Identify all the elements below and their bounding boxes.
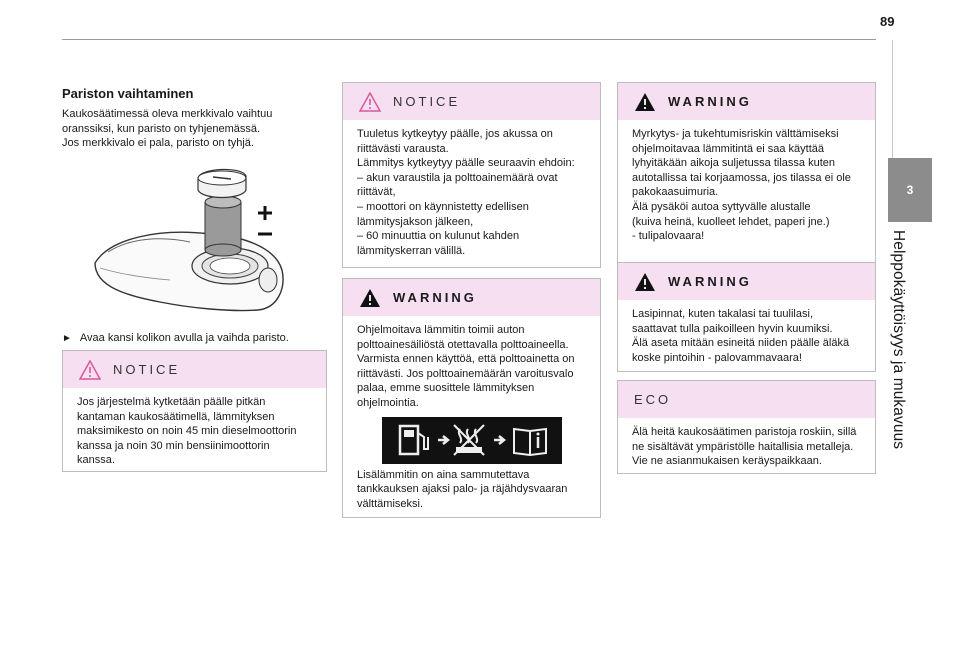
notice-header: [343, 83, 600, 120]
remote-battery-illustration: [90, 168, 290, 318]
chapter-tab[interactable]: 3: [888, 158, 932, 222]
warning-text: Lasipinnat, kuten takalasi tai tuulilasi, saattavat tulla paikoilleen hyvin kuumiksi. Älä aseta mitään esineitä niiden päälle äläkä koske pintoihin - palovammavaara!: [632, 308, 850, 364]
eco-header: [618, 381, 875, 418]
step-text: Avaa kansi kolikon avulla ja vaihda paristo.: [79, 332, 289, 344]
battery-text: Kaukosäätimessä oleva merkkivalo vaihtuu oranssiksi, kun paristo on tyhjenemässä. Jos merkkivalo ei pala, paristo on tyhjä.: [62, 108, 273, 150]
battery-step: [62, 332, 289, 344]
warning-text-2: Lisälämmitin on aina sammutettava tankkauksen ajaksi palo- ja räjähdysvaaran välttämiseksi.: [357, 468, 568, 510]
notice-box-mid: [342, 82, 601, 268]
warning-triangle-icon: [634, 272, 656, 292]
warning-triangle-icon: [634, 92, 656, 112]
warning-header: [343, 279, 600, 316]
notice-title: NOTICE: [113, 362, 181, 377]
warning-box-right-2: [617, 262, 876, 372]
eco-title: ECO: [634, 392, 672, 407]
notice-text: Tuuletus kytkeytyy päälle, jos akussa on riittävästi varausta. Lämmitys kytkeytyy päälle seuraavin ehdoin: – akun varaustila ja polttoainemäärä ovat riittävät, – moottori on käynnistetty edellisen lämmitysjakson jälkeen, – 60 minuuttia on kulunut kahden lämmityskerran välillä.: [357, 128, 575, 257]
side-divider: [892, 40, 893, 160]
warning-title: WARNING: [668, 274, 752, 289]
notice-title: NOTICE: [393, 94, 461, 109]
notice-box-left: [62, 350, 327, 472]
arrow-icon: ►: [62, 332, 72, 344]
section-heading: Pariston vaihtaminen: [62, 86, 194, 101]
warning-triangle-icon: [359, 288, 381, 308]
warning-header: [618, 83, 875, 120]
notice-header: [63, 351, 326, 388]
battery-section: [62, 86, 327, 151]
page-number: 89: [880, 14, 895, 29]
eco-box: [617, 380, 876, 474]
warning-text: Ohjelmoitava lämmitin toimii auton polttoainesäiliöstä otettavalla polttoaineella. Varmista ennen käyttöä, että polttoainetta on riittävästi. Jos polttoainemäärän varoitusvalo palaa, emme suosittele lämmityksen ohjelmointia.: [357, 324, 575, 409]
top-divider: [62, 39, 876, 40]
eco-text: Älä heitä kaukosäätimen paristoja roskiin, sillä ne sisältävät ympäristölle haitallisia metalleja. Vie ne asianmukaisen keräyspaikkaan.: [632, 426, 857, 468]
fuel-warning-icons: [382, 417, 562, 464]
notice-text: Jos järjestelmä kytketään päälle pitkän kantaman kaukosäätimellä, lämmityksen maksimikesto on noin 45 min dieselmoottorin kanssa ja noin 30 min bensiinimoottorin kanssa.: [77, 396, 297, 467]
warning-title: WARNING: [393, 290, 477, 305]
warning-triangle-icon: [359, 92, 381, 112]
warning-triangle-icon: [79, 360, 101, 380]
warning-title: WARNING: [668, 94, 752, 109]
warning-box-mid: [342, 278, 601, 518]
warning-text: Myrkytys- ja tukehtumisriskin välttämiseksi ohjelmoitavaa lämmitintä ei saa käyttää lyhyitäkään aikoja suljetussa tilassa kuten autotallissa tai korjaamossa, jos tilassa ei ole pakokaasuimuria. Älä pysäköi autoa syttyvälle alustalle (kuiva heinä, kuolleet lehdet, paperi jne.) - tulipalovaara!: [632, 128, 851, 243]
chapter-title: Helppokäyttöisyys ja mukavuus: [890, 230, 907, 450]
warning-box-right-1: [617, 82, 876, 264]
warning-header: [618, 263, 875, 300]
